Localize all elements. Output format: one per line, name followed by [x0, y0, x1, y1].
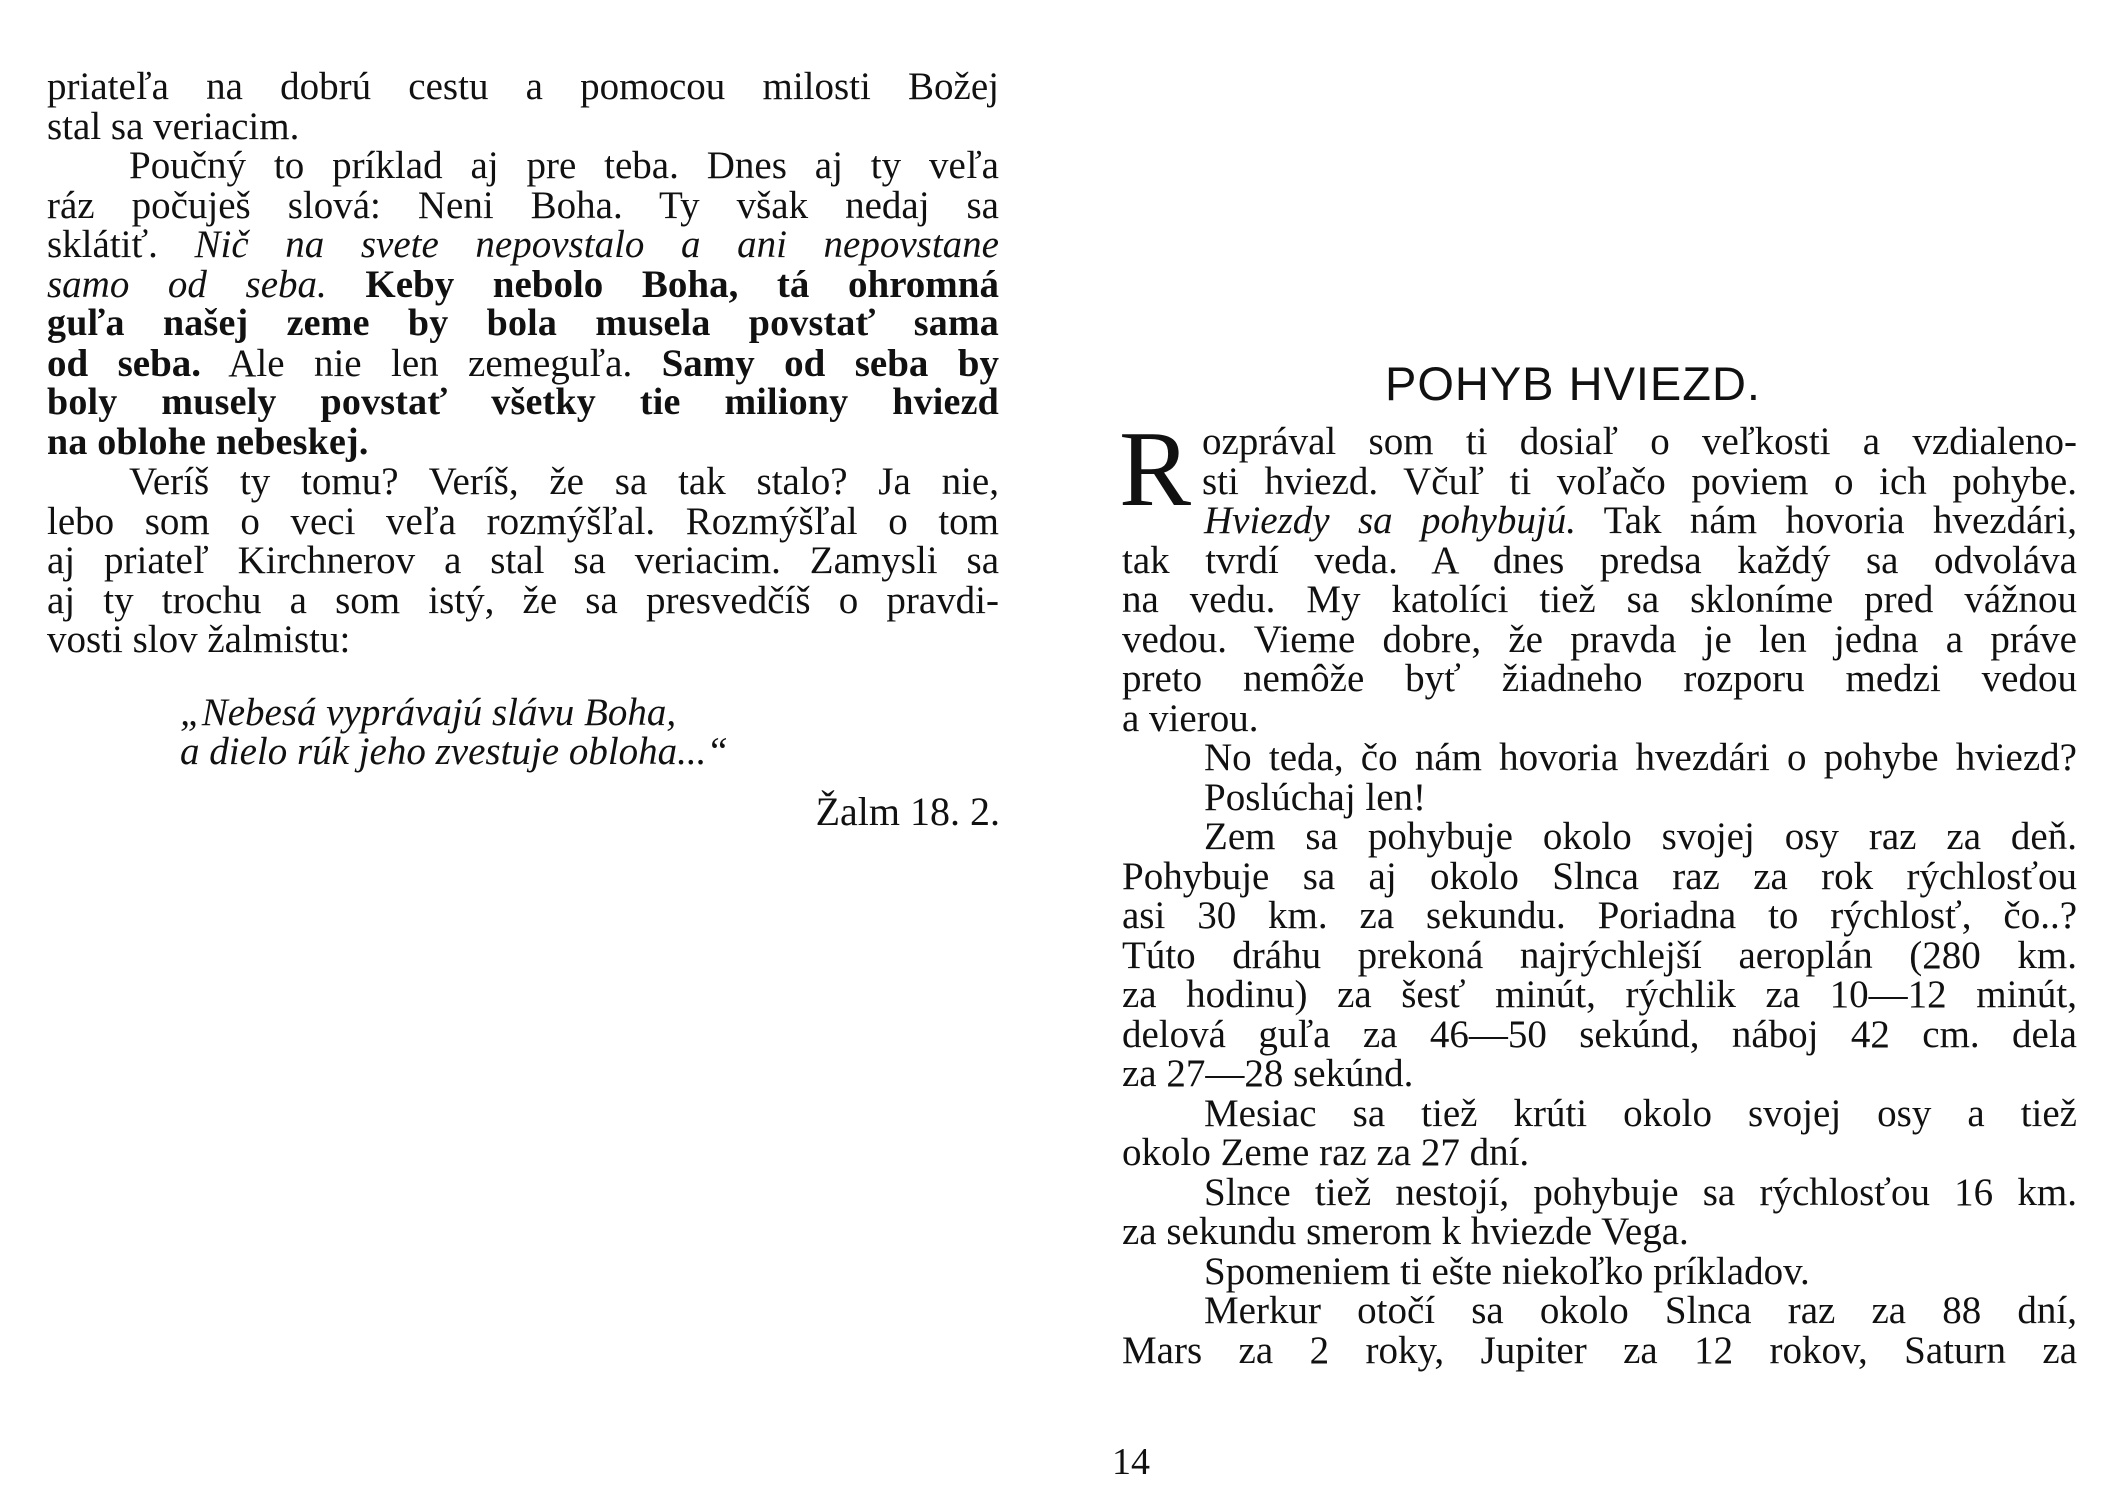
- text-line: sti hviezd. Včuľ ti voľačo poviem o ich pohybe.: [1202, 459, 2077, 503]
- text-segment: Tak nám hovoria hvezdári,: [1575, 499, 2077, 542]
- chapter-title: POHYB HVIEZD.: [1384, 357, 1761, 411]
- emphasis-bold: od seba.: [47, 341, 202, 385]
- text-line: lebo som o veci veľa rozmýšľal. Rozmýšľal o tom: [47, 499, 999, 543]
- text-line: za 27—28 sekúnd.: [1122, 1052, 1414, 1095]
- text-line-bold: boly musely povstať všetky tie miliony hviezd: [47, 381, 999, 423]
- text-line: priateľa na dobrú cestu a pomocou milosti Božej: [47, 65, 999, 108]
- text-line: Pohybuje sa aj okolo Slnca raz za rok rýchlosťou: [1122, 854, 2077, 898]
- text-line-bold: na oblohe nebeskej.: [47, 420, 369, 463]
- text-line: No teda, čo nám hovoria hvezdári o pohybe hviezd?: [1204, 736, 2077, 779]
- text-line: za sekundu smerom k hviezde Vega.: [1122, 1210, 1689, 1253]
- left-page-text: [47, 67, 999, 660]
- text-line: ráz počuješ slová: Neni Boha. Ty však nedaj sa: [47, 183, 999, 227]
- text-line: Zem sa pohybuje okolo svojej osy raz za deň.: [1204, 815, 2077, 858]
- text-line: vedou. Vieme dobre, že pravda je len jedna a práve: [1122, 617, 2077, 661]
- text-line: stal sa veriacim.: [47, 104, 300, 148]
- psalm-quote: [180, 693, 820, 771]
- text-line: za hodinu) za šesť minút, rýchlik za 10—12 minút,: [1122, 973, 2077, 1016]
- text-line: Mesiac sa tiež krúti okolo svojej osy a tiež: [1204, 1091, 2077, 1135]
- text-line: aj priateľ Kirchnerov a stal sa veriacim. Zamysli sa: [47, 539, 999, 582]
- text-line: preto nemôže byť žiadneho rozporu medzi vedou: [1122, 657, 2077, 700]
- right-page-text: [1122, 422, 2077, 1370]
- psalm-reference: Žalm 18. 2.: [815, 789, 1000, 834]
- page-number: 14: [1112, 1441, 1150, 1483]
- text-line: Poučný to príklad aj pre teba. Dnes aj ty veľa: [129, 144, 999, 187]
- text-line: na vedu. My katolíci tiež sa skloníme pred vážnou: [1122, 578, 2077, 621]
- left-page: [0, 0, 1040, 1500]
- text-line: [47, 341, 999, 385]
- quote-line: „Nebesá vyprávajú slávu Boha,: [180, 691, 677, 734]
- text-line: aj ty trochu a som istý, že sa presvedčíš o pravdi-: [47, 578, 999, 622]
- text-line: Spomeniem ti ešte niekoľko príkladov.: [1204, 1249, 1810, 1293]
- text-segment: sklátiť.: [47, 223, 195, 266]
- text-line: Merkur otočí sa okolo Slnca raz za 88 dní,: [1204, 1289, 2077, 1332]
- text-line: Túto dráhu prekoná najrýchlejší aeroplán (280 km.: [1122, 933, 2077, 977]
- text-line: Slnce tiež nestojí, pohybuje sa rýchlosťou 16 km.: [1204, 1170, 2077, 1214]
- emphasis-italic: Hviezdy sa pohybujú.: [1204, 499, 1576, 542]
- text-line: tak tvrdí veda. A dnes predsa každý sa odvoláva: [1122, 538, 2077, 582]
- text-line: asi 30 km. za sekundu. Poriadna to rýchlosť, čo..?: [1122, 894, 2077, 937]
- text-line: ozprával som ti dosiaľ o veľkosti a vzdialeno-: [1202, 420, 2077, 463]
- quote-line: a dielo rúk jeho zvestuje obloha...“: [180, 730, 729, 773]
- emphasis-italic: samo od seba.: [47, 262, 327, 306]
- emphasis-bold: Samy od seba by: [661, 341, 999, 385]
- emphasis-bold: Keby nebolo Boha, tá ohromná: [326, 262, 999, 306]
- drop-cap: R: [1119, 410, 1192, 529]
- text-line: a vierou.: [1122, 696, 1259, 740]
- text-line-bold: guľa našej zeme by bola musela povstať sama: [47, 302, 999, 344]
- drop-cap-lines: [1122, 422, 2077, 501]
- emphasis-italic: Nič na svete nepovstalo a ani nepovstane: [194, 223, 999, 266]
- text-line: Veríš ty tomu? Veríš, že sa tak stalo? Ja nie,: [129, 460, 999, 503]
- text-line: vosti slov žalmistu:: [47, 618, 351, 661]
- text-line: [47, 225, 999, 265]
- right-page: [1040, 0, 2106, 1500]
- text-line: Mars za 2 roky, Jupiter za 12 rokov, Saturn za: [1122, 1328, 2077, 1372]
- text-segment: Ale nie len zemeguľa.: [201, 341, 662, 385]
- text-line: Poslúchaj len!: [1204, 775, 1427, 819]
- text-line: okolo Zeme raz za 27 dní.: [1122, 1131, 1530, 1174]
- text-line: [47, 262, 999, 306]
- text-line: [1122, 501, 2077, 541]
- text-line: delová guľa za 46—50 sekúnd, náboj 42 cm. dela: [1122, 1012, 2077, 1056]
